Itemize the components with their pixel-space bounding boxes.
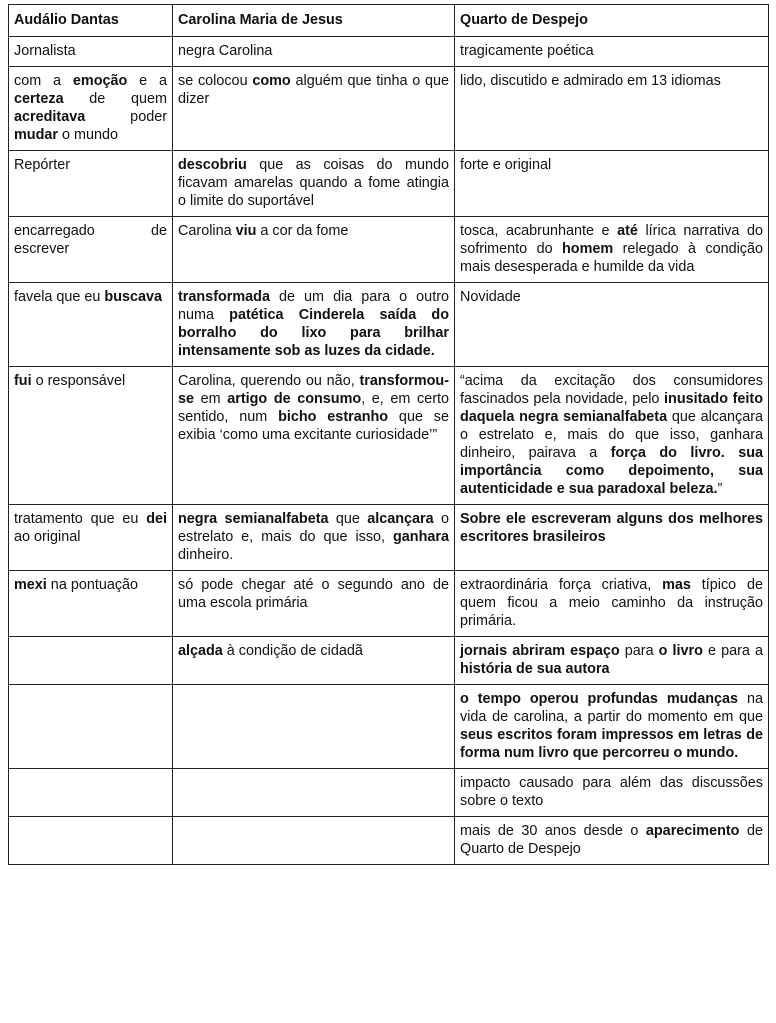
text: negra Carolina [178, 43, 273, 59]
text: de Quarto de Despejo [460, 823, 763, 857]
cell-carolina [173, 37, 455, 67]
cell-quarto [455, 637, 769, 685]
bold-text: emoção [72, 73, 128, 89]
text: que alcançara o estrelato e, mais do que isso, ganhara dinheiro, pairava a [460, 409, 764, 461]
cell-carolina [173, 571, 455, 637]
text: , e, em certo sentido, num [178, 391, 449, 425]
text: que [328, 511, 368, 527]
table-row [9, 817, 769, 865]
cell-audalio [9, 505, 173, 571]
header-carolina-maria-de-jesus: Carolina Maria de Jesus [173, 5, 455, 37]
table-row [9, 37, 769, 67]
cell-quarto [455, 769, 769, 817]
bold-text: o tempo operou profundas mudanças [460, 691, 739, 707]
table-row [9, 505, 769, 571]
bold-text: buscava [104, 289, 163, 305]
bold-text: patética Cinderela saída do borralho do lixo para brilhar intensamente sob as luzes da cidade. [178, 307, 450, 359]
cell-quarto [455, 571, 769, 637]
bold-text: Sobre ele escreveram alguns dos melhores escritores brasileiros [460, 511, 763, 545]
text: Novidade [460, 289, 521, 305]
cell-quarto [455, 151, 769, 217]
text: relegado à condição mais desesperada e humilde da vida [460, 241, 763, 275]
text: “acima da excitação dos consumidores fascinados pela novidade, pelo [460, 373, 763, 407]
bold-text: mas [662, 577, 691, 593]
bold-text: certeza [14, 91, 64, 107]
bold-text: força do livro. sua importância como depoimento, sua autenticidade e sua paradoxal beleza. [460, 445, 763, 497]
cell-audalio [9, 217, 173, 283]
text: o mundo [57, 127, 118, 143]
text: extraordinária força criativa, [460, 577, 663, 593]
text: na vida de carolina, a partir do momento em que [460, 691, 763, 725]
text: forte e original [460, 157, 552, 173]
cell-carolina [173, 367, 455, 505]
cell-carolina [173, 817, 455, 865]
text: lido, discutido e admirado em 13 idiomas [460, 73, 721, 89]
cell-carolina [173, 685, 455, 769]
table-row [9, 637, 769, 685]
cell-audalio [9, 37, 173, 67]
bold-text: mudar [14, 127, 58, 143]
text: favela que eu [14, 289, 105, 305]
text: ao original [14, 529, 81, 545]
text: Jornalista [14, 43, 76, 59]
bold-text: seus escritos foram impressos em letras de forma num livro que percorreu o mundo. [460, 727, 763, 761]
text: tragicamente poética [460, 43, 594, 59]
table-row [9, 283, 769, 367]
text: e para a [702, 643, 763, 659]
bold-text: descobriu [178, 157, 247, 173]
text: lírica narrativa do sofrimento do [460, 223, 763, 257]
table-row [9, 67, 769, 151]
bold-text: negra semianalfabeta [178, 511, 329, 527]
text: na pontuação [46, 577, 139, 593]
table-row [9, 685, 769, 769]
cell-quarto [455, 505, 769, 571]
cell-quarto [455, 283, 769, 367]
cell-audalio [9, 769, 173, 817]
table-row [9, 367, 769, 505]
header-quarto-de-despejo: Quarto de Despejo [455, 5, 769, 37]
bold-text: jornais abriram espaço [460, 643, 620, 659]
bold-text: inusitado feito daquela negra semianalfabeta [460, 391, 763, 425]
text: que as coisas do mundo ficavam amarelas quando a fome atingia o limite do suportável [178, 157, 449, 209]
cell-quarto [455, 217, 769, 283]
text: Carolina [178, 223, 236, 239]
comparison-table [8, 4, 769, 865]
cell-carolina [173, 67, 455, 151]
text: à condição de cidadã [222, 643, 363, 659]
cell-carolina [173, 283, 455, 367]
cell-carolina [173, 637, 455, 685]
header-row [9, 5, 769, 37]
text: só pode chegar até o segundo ano de uma escola primária [178, 577, 449, 611]
bold-text: alçada [178, 643, 223, 659]
table-row [9, 217, 769, 283]
text: o responsável [31, 373, 126, 389]
bold-text: transformou-se [178, 373, 449, 407]
cell-audalio [9, 67, 173, 151]
bold-text: viu [235, 223, 257, 239]
bold-text: fui [14, 373, 32, 389]
table-row [9, 571, 769, 637]
cell-audalio [9, 283, 173, 367]
text: impacto causado para além das discussões sobre o texto [460, 775, 763, 809]
bold-text: transformada [178, 289, 270, 305]
text: dinheiro. [178, 547, 234, 563]
cell-audalio [9, 817, 173, 865]
header-audalio-dantas: Audálio Dantas [9, 5, 173, 37]
cell-carolina [173, 505, 455, 571]
bold-text: mexi [14, 577, 47, 593]
cell-quarto [455, 817, 769, 865]
text: Repórter [14, 157, 70, 173]
text: de quem [63, 91, 167, 107]
table-row [9, 151, 769, 217]
text: o estrelato e, mais do que isso, [178, 511, 449, 545]
cell-carolina [173, 769, 455, 817]
bold-text: dei [146, 511, 167, 527]
cell-audalio [9, 367, 173, 505]
text: alguém que tinha o que dizer [178, 73, 450, 107]
text: tosca, acabrunhante e [460, 223, 618, 239]
text: poder [85, 109, 167, 125]
text: a cor da fome [256, 223, 349, 239]
bold-text: história de sua autora [460, 661, 610, 677]
cell-audalio [9, 571, 173, 637]
text: ” [717, 481, 723, 497]
text: típico de quem ficou a meio caminho da instrução primária. [460, 577, 763, 629]
text: e a [127, 73, 167, 89]
bold-text: acreditava [14, 109, 86, 125]
cell-audalio [9, 637, 173, 685]
text: que se exibia ‘como uma excitante curiosidade’” [178, 409, 449, 443]
bold-text: ganhara [393, 529, 449, 545]
bold-text: o livro [658, 643, 703, 659]
cell-audalio [9, 151, 173, 217]
bold-text: bicho estranho [278, 409, 389, 425]
text: Carolina, querendo ou não, [178, 373, 360, 389]
bold-text: como [252, 73, 291, 89]
text: para [619, 643, 659, 659]
cell-carolina [173, 217, 455, 283]
table-row [9, 769, 769, 817]
text: mais de 30 anos desde o [460, 823, 646, 839]
bold-text: aparecimento [645, 823, 740, 839]
text: em [194, 391, 228, 407]
bold-text: alcançara [367, 511, 434, 527]
cell-quarto [455, 685, 769, 769]
text: tratamento que eu [14, 511, 147, 527]
bold-text: até [617, 223, 638, 239]
cell-quarto [455, 37, 769, 67]
text: de um dia para o outro numa [178, 289, 449, 323]
bold-text: homem [562, 241, 614, 257]
text: encarregado de escrever [14, 223, 167, 257]
text: se colocou [178, 73, 253, 89]
text: com a [14, 73, 73, 89]
bold-text: artigo de consumo [227, 391, 362, 407]
cell-carolina [173, 151, 455, 217]
cell-audalio [9, 685, 173, 769]
cell-quarto [455, 367, 769, 505]
cell-quarto [455, 67, 769, 151]
